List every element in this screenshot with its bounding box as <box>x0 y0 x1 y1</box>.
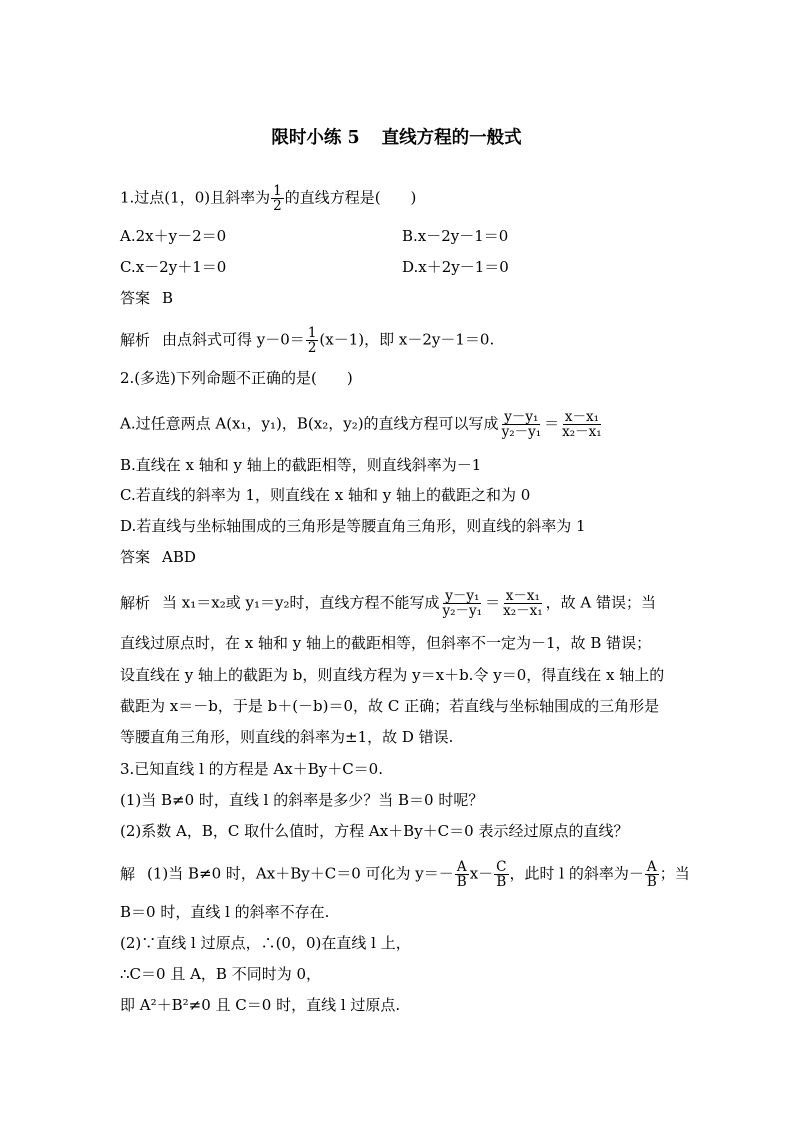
q2-option-b: B.直线在 x 轴和 y 轴上的截距相等，则直线斜率为－1 <box>120 456 482 474</box>
title-main: 限时小练 5 <box>271 128 360 148</box>
q2-option-c: C.若直线的斜率为 1，则直线在 x 轴和 y 轴上的截距之和为 0 <box>120 486 531 504</box>
q3-part-2: (2)系数 A，B，C 取什么值时，方程 Ax＋By＋C＝0 表示经过原点的直线？ <box>120 822 629 840</box>
q3-fraction-a-b: $\frac{A}{B}$ <box>456 859 467 890</box>
q3-solution-line-3: (2)∵直线 l 过原点，∴(0，0)在直线 l 上， <box>120 934 411 952</box>
q2-analysis-fraction-x: $\frac{\text{x－x₁}}{\text{x₂－x₁}}$ <box>503 588 543 619</box>
q3-fraction-c-b: $\frac{C}{B}$ <box>496 859 507 890</box>
q2-analysis-line-3: 设直线在 y 轴上的截距为 b，则直线方程为 y＝x＋b.令 y＝0，得直线在 x 轴上的 <box>120 666 665 684</box>
answer-label: 答案 <box>120 548 151 566</box>
q3-solution-line-1: 解 (1)当 B≠0 时，Ax＋By＋C＝0 可化为 y＝－ $\frac{A}{B}$ x－ $\frac{C}{B}$ ，此时 l 的斜率为－ $\frac{A}{B}$ ；当 <box>120 859 690 890</box>
analysis-label: 解析 <box>120 593 151 612</box>
q1-stem: 1.过点(1，0)且斜率为 $\frac{1}{2}$ 的直线方程是( ) <box>120 183 417 214</box>
answer-value: ABD <box>162 548 196 566</box>
q1-answer <box>120 288 173 308</box>
q2-analysis-line-5: 等腰直角三角形，则直线的斜率为±1，故 D 错误. <box>120 728 454 746</box>
q1-option-a: A.2x＋y－2＝0 <box>120 227 227 245</box>
q2-option-d: D.若直线与坐标轴围成的三角形是等腰直角三角形，则直线的斜率为 1 <box>120 517 586 535</box>
q2-answer <box>120 547 196 567</box>
title-sub: 直线方程的一般式 <box>381 128 522 148</box>
page-title <box>0 124 793 149</box>
q1-option-c: C.x－2y＋1＝0 <box>120 258 227 276</box>
q2-stem: 2.(多选)下列命题不正确的是( ) <box>120 369 353 387</box>
q2-a-fraction-x: $\frac{\text{x－x₁}}{\text{x₂－x₁}}$ <box>562 409 602 440</box>
q3-stem: 3.已知直线 l 的方程是 Ax＋By＋C＝0. <box>120 760 383 778</box>
solution-label: 解 <box>120 864 136 883</box>
q3-solution-line-2: B＝0 时，直线 l 的斜率不存在. <box>120 903 330 921</box>
q2-analysis-line-1: 解析 当 x₁＝x₂或 y₁＝y₂时，直线方程不能写成 $\frac{\text{y－y₁}}{\text{y₂－y₁}}$ ＝ $\frac{\text{x－x₁}}{\text{x₂－x₁}}$ ，故 A 错误；当 <box>120 588 657 619</box>
q3-solution-line-4: ∴C＝0 且 A，B 不同时为 0， <box>120 965 322 983</box>
q3-solution-line-5: 即 A²＋B²≠0 且 C＝0 时，直线 l 过原点. <box>120 996 401 1014</box>
q1-option-b: B.x－2y－1＝0 <box>402 227 509 245</box>
q2-option-a: A.过任意两点 A(x₁，y₁)，B(x₂，y₂)的直线方程可以写成 $\frac{\text{y－y₁}}{\text{y₂－y₁}}$ ＝ $\frac{\text{x－x₁}}{\text{x₂－x₁}}$ <box>120 409 602 440</box>
q2-analysis-fraction-y: $\frac{\text{y－y₁}}{\text{y₂－y₁}}$ <box>442 588 483 619</box>
q2-analysis-line-4: 截距为 x＝－b，于是 b＋(－b)＝0，故 C 正确；若直线与坐标轴围成的三角形是 <box>120 697 660 715</box>
q1-stem-fraction: $\frac{1}{2}$ <box>273 183 282 214</box>
q1-analysis-fraction: $\frac{1}{2}$ <box>307 325 317 356</box>
q1-option-d: D.x＋2y－1＝0 <box>402 258 509 276</box>
q1-analysis: 解析 由点斜式可得 y－0＝ $\frac{1}{2}$ (x－1)，即 x－2y－1＝0. <box>120 325 495 356</box>
analysis-label: 解析 <box>120 330 151 349</box>
q2-a-fraction-y: $\frac{\text{y－y₁}}{\text{y₂－y₁}}$ <box>501 409 542 440</box>
answer-value: B <box>162 289 174 307</box>
q3-part-1: (1)当 B≠0 时，直线 l 的斜率是多少？当 B＝0 时呢？ <box>120 791 484 809</box>
answer-label: 答案 <box>120 289 151 307</box>
q2-analysis-line-2: 直线过原点时，在 x 轴和 y 轴上的截距相等，但斜率不一定为－1，故 B 错误； <box>120 634 652 652</box>
q3-fraction-slope: $\frac{A}{B}$ <box>646 859 657 890</box>
